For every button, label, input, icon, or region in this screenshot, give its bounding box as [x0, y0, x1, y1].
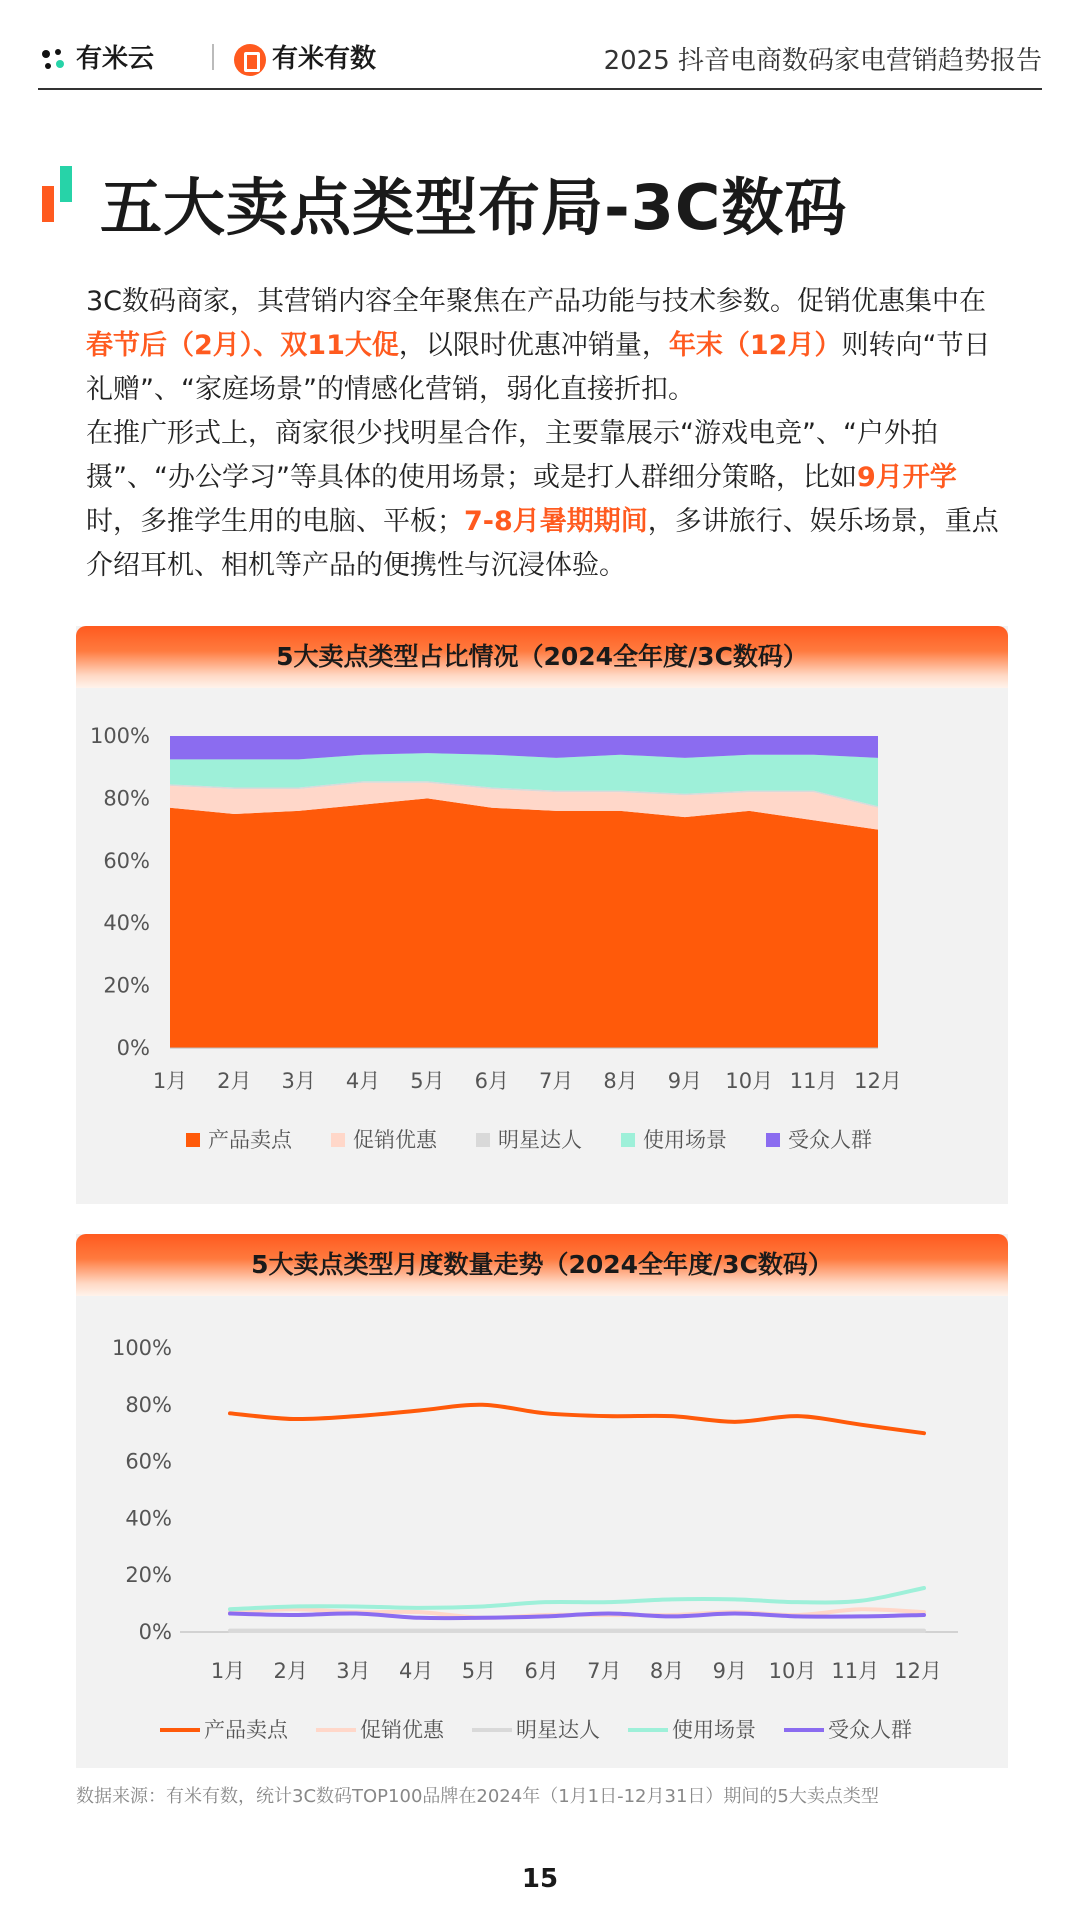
intro-p2-highlight-2: 7-8月暑期期间 — [464, 506, 648, 537]
line-chart-x-tick: 11月 — [831, 1659, 880, 1683]
intro-p1-a: 3C数码商家，其营销内容全年聚焦在产品功能与技术参数。促销优惠集中在 — [86, 286, 987, 317]
line-chart-x-tick: 5月 — [461, 1659, 497, 1683]
area-chart-y-tick: 80% — [103, 786, 150, 811]
page-title: 五大卖点类型布局-3C数码 — [100, 171, 848, 244]
youmi-data-logo — [234, 38, 376, 76]
intro-p2-a: 在推广形式上，商家很少找明星合作，主要靠展示“游戏电竞”、“户外拍摄”、“办公学习”等具体的使用场景；或是打人群细分策略，比如 — [86, 418, 938, 493]
line-series-产品卖点 — [230, 1405, 924, 1433]
line-chart-x-tick: 4月 — [398, 1659, 434, 1683]
line-chart — [76, 1296, 1008, 1768]
area-legend-label: 产品卖点 — [208, 1128, 292, 1152]
area-chart-title: 5大卖点类型占比情况（2024全年度/3C数码） — [76, 626, 1008, 688]
area-legend-swatch-明星达人 — [476, 1133, 490, 1147]
line-chart-x-tick: 1月 — [210, 1659, 246, 1683]
area-chart-y-tick: 0% — [116, 1036, 150, 1060]
area-legend-label: 使用场景 — [643, 1128, 727, 1152]
area-legend-swatch-产品卖点 — [186, 1133, 200, 1147]
youmi-cloud-logo-icon — [38, 44, 70, 76]
line-chart-x-tick: 9月 — [712, 1659, 748, 1683]
logo1-text: 有米云 — [76, 44, 155, 74]
line-chart-panel — [76, 1234, 1008, 1768]
area-legend-swatch-受众人群 — [766, 1133, 780, 1147]
data-source-note: 数据来源：有米有数，统计3C数码TOP100品牌在2024年（1月1日-12月31日）期间的5大卖点类型 — [76, 1786, 879, 1807]
line-chart-x-tick: 3月 — [336, 1659, 371, 1683]
intro-p2-b: 时，多推学生用的电脑、平板； — [86, 506, 464, 537]
area-chart-y-tick: 40% — [103, 911, 150, 936]
area-chart-x-tick: 1月 — [152, 1069, 188, 1093]
logo-divider — [212, 44, 214, 70]
area-legend-label: 促销优惠 — [353, 1128, 437, 1152]
line-chart-y-tick: 20% — [125, 1563, 172, 1588]
line-chart-y-tick: 0% — [138, 1620, 172, 1644]
area-chart-x-tick: 2月 — [217, 1069, 252, 1093]
area-chart-x-tick: 9月 — [667, 1069, 703, 1093]
area-chart-x-tick: 5月 — [410, 1069, 445, 1093]
area-legend-swatch-促销优惠 — [331, 1133, 345, 1147]
page-number: 15 — [521, 1864, 559, 1894]
intro-paragraph-1 — [86, 280, 1006, 412]
line-chart-title: 5大卖点类型月度数量走势（2024全年度/3C数码） — [76, 1234, 1008, 1296]
area-chart — [76, 688, 1008, 1204]
intro-p1-c: 则转向“节日礼赠”、“家庭场景”的情感化营销，弱化直接折扣。 — [86, 330, 991, 405]
line-chart-x-tick: 12月 — [894, 1659, 942, 1683]
line-legend-label: 产品卖点 — [204, 1718, 288, 1742]
intro-p2-highlight-1: 9月开学 — [856, 462, 957, 493]
area-chart-x-tick: 12月 — [854, 1069, 902, 1093]
line-chart-y-tick: 40% — [125, 1506, 172, 1531]
title-accent-green — [60, 166, 72, 202]
youmi-cloud-logo — [38, 38, 154, 76]
intro-p1-b: ，以限时优惠冲销量， — [398, 330, 669, 361]
intro-text — [86, 280, 1006, 588]
area-chart-y-tick: 100% — [89, 724, 150, 748]
area-chart-panel — [76, 626, 1008, 1204]
area-chart-x-tick: 4月 — [345, 1069, 381, 1093]
line-chart-x-tick: 2月 — [273, 1659, 308, 1683]
area-chart-x-tick: 10月 — [725, 1069, 774, 1093]
line-chart-y-tick: 60% — [125, 1449, 172, 1474]
line-chart-y-tick: 80% — [125, 1392, 172, 1417]
logo2-text: 有米有数 — [272, 44, 377, 74]
line-legend-label: 受众人群 — [828, 1718, 912, 1742]
area-legend-swatch-使用场景 — [621, 1133, 635, 1147]
intro-p2-c: ，多讲旅行、娱乐场景，重点介绍耳机、相机等产品的便携性与沉浸体验。 — [86, 506, 999, 581]
intro-paragraph-2 — [86, 412, 1006, 588]
line-chart-x-tick: 8月 — [649, 1659, 685, 1683]
area-chart-x-tick: 11月 — [789, 1069, 838, 1093]
youmi-data-logo-icon — [234, 44, 266, 76]
line-series-使用场景 — [230, 1588, 924, 1609]
area-chart-x-tick: 7月 — [538, 1069, 574, 1093]
intro-p1-highlight-2: 年末（12月） — [668, 330, 842, 361]
line-chart-x-tick: 6月 — [524, 1659, 559, 1683]
area-chart-y-tick: 20% — [103, 973, 150, 998]
report-title: 2025 抖音电商数码家电营销趋势报告 — [603, 46, 1042, 76]
page-header — [38, 28, 1042, 90]
area-series-产品卖点 — [170, 798, 878, 1048]
area-chart-x-tick: 6月 — [474, 1069, 510, 1093]
line-legend-label: 使用场景 — [672, 1718, 756, 1742]
line-legend-label: 明星达人 — [516, 1718, 600, 1742]
intro-p1-highlight-1: 春节后（2月）、双11大促 — [86, 330, 399, 361]
area-chart-x-tick: 8月 — [603, 1069, 638, 1093]
area-chart-x-tick: 3月 — [281, 1069, 316, 1093]
title-accent-orange — [42, 186, 54, 222]
area-legend-label: 受众人群 — [788, 1128, 872, 1152]
line-chart-x-tick: 7月 — [587, 1659, 622, 1683]
line-chart-y-tick: 100% — [111, 1336, 172, 1360]
area-legend-label: 明星达人 — [498, 1128, 582, 1152]
area-chart-y-tick: 60% — [103, 848, 150, 873]
line-chart-x-tick: 10月 — [768, 1659, 817, 1683]
line-legend-label: 促销优惠 — [360, 1718, 444, 1742]
